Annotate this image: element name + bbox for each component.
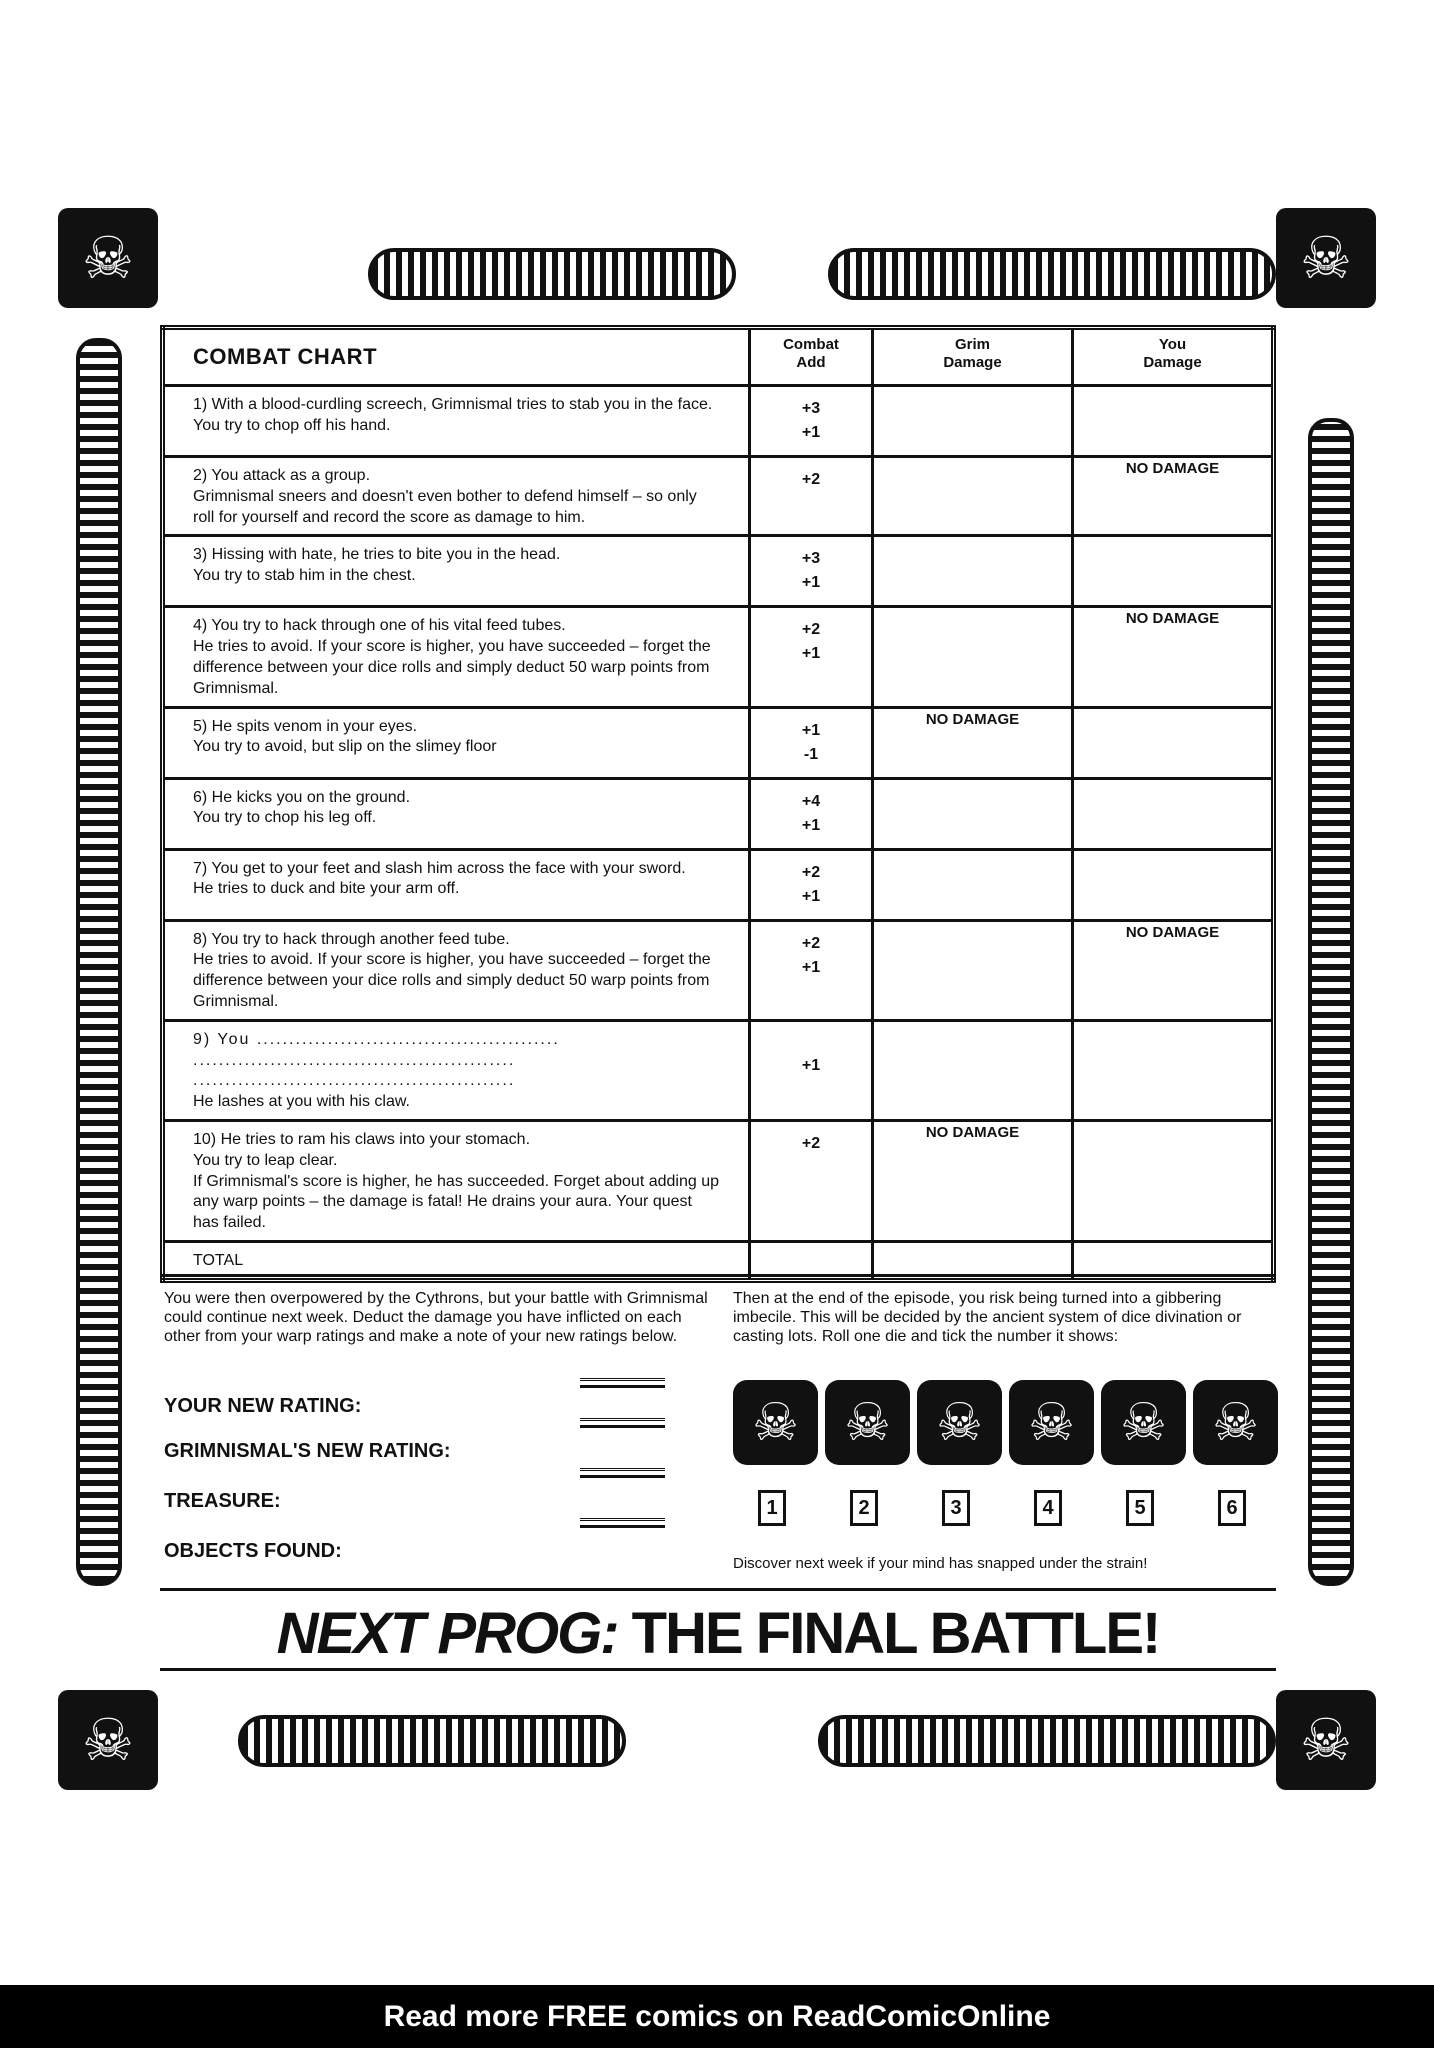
you-damage-cell[interactable] bbox=[1073, 849, 1274, 920]
chain-ornament bbox=[368, 248, 736, 300]
dice-skulls bbox=[733, 1380, 1273, 1475]
row-description bbox=[163, 607, 750, 707]
row-text: If Grimnismal's score is higher, he has succeeded. Forget about adding up any warp points – the damage is fatal! He drains your aura. Your quest has failed. bbox=[193, 1172, 720, 1232]
row-text: 3) Hissing with hate, he tries to bite you in the head. bbox=[193, 546, 561, 564]
col-combat-add bbox=[750, 328, 873, 386]
row-text: He lashes at you with his claw. bbox=[193, 1093, 410, 1111]
table-row bbox=[163, 1020, 1274, 1120]
combat-add-value: +1 bbox=[801, 1056, 821, 1074]
combat-add-value: +1 bbox=[801, 958, 821, 976]
skull-icon: ☠ bbox=[1101, 1380, 1186, 1465]
you-damage-cell[interactable] bbox=[1073, 1120, 1274, 1241]
combat-add-cell bbox=[750, 778, 873, 849]
row-description bbox=[163, 457, 750, 536]
tick-box-4[interactable]: 4 bbox=[1034, 1490, 1062, 1526]
combat-add-value: -1 bbox=[803, 745, 819, 763]
table-row bbox=[163, 849, 1274, 920]
table-row bbox=[163, 920, 1274, 1020]
row-text: 9) You ............................................... bbox=[193, 1030, 560, 1048]
row-text: You try to avoid, but slip on the slimey floor bbox=[193, 738, 497, 756]
corner-skull-icon: ☠ bbox=[58, 208, 158, 308]
grim-damage-cell[interactable] bbox=[873, 457, 1073, 536]
grim-damage-cell[interactable] bbox=[873, 607, 1073, 707]
combat-add-value: +2 bbox=[801, 863, 821, 881]
row-description bbox=[163, 849, 750, 920]
combat-add-cell bbox=[750, 849, 873, 920]
tick-box-1[interactable]: 1 bbox=[758, 1490, 786, 1526]
bottom-section bbox=[160, 1290, 1276, 1590]
treasure-field[interactable] bbox=[580, 1468, 665, 1478]
combat-chart-section bbox=[160, 325, 1276, 1283]
grim-rating-field[interactable] bbox=[580, 1418, 665, 1428]
row-text: You try to chop off his hand. bbox=[193, 416, 391, 434]
row-description bbox=[163, 778, 750, 849]
table-row bbox=[163, 778, 1274, 849]
tick-box-3[interactable]: 3 bbox=[942, 1490, 970, 1526]
skull-icon: ☠ bbox=[825, 1380, 910, 1465]
divider bbox=[160, 1668, 1276, 1671]
grim-damage-cell[interactable] bbox=[873, 778, 1073, 849]
row-text: Grimnismal sneers and doesn't even bother to defend himself – so only roll for yourself and record the score as damage to him. bbox=[193, 487, 697, 526]
row-text: 2) You attack as a group. bbox=[193, 467, 371, 484]
row-description bbox=[163, 707, 750, 778]
row-text: 10) He tries to ram his claws into your stomach. bbox=[193, 1130, 531, 1148]
combat-chart-table bbox=[160, 325, 1276, 1283]
next-prog-title: THE FINAL BATTLE! bbox=[631, 1601, 1160, 1666]
table-row bbox=[163, 1120, 1274, 1241]
grim-damage-cell[interactable] bbox=[873, 536, 1073, 607]
total-label: TOTAL bbox=[163, 1241, 750, 1280]
table-row bbox=[163, 707, 1274, 778]
combat-add-value: +1 bbox=[801, 645, 821, 663]
skull-icon: ☠ bbox=[917, 1380, 1002, 1465]
combat-add-value bbox=[755, 1032, 867, 1054]
tick-box-6[interactable]: 6 bbox=[1218, 1490, 1246, 1526]
row-text: 7) You get to your feet and slash him across the face with your sword. bbox=[193, 859, 686, 877]
grim-damage-cell[interactable] bbox=[873, 849, 1073, 920]
you-damage-cell[interactable] bbox=[1073, 386, 1274, 457]
your-rating-field[interactable] bbox=[580, 1378, 665, 1388]
col-label: You bbox=[1158, 336, 1187, 353]
skull-icon: ☠ bbox=[1193, 1380, 1278, 1465]
row-text: .................................................. bbox=[193, 1051, 516, 1069]
you-damage-cell[interactable] bbox=[1073, 778, 1274, 849]
table-row bbox=[163, 386, 1274, 457]
chain-ornament bbox=[238, 1715, 626, 1767]
corner-skull-icon: ☠ bbox=[1276, 208, 1376, 308]
row-description bbox=[163, 1120, 750, 1241]
next-prog-prefix: NEXT PROG: bbox=[276, 1601, 618, 1666]
chart-title: COMBAT CHART bbox=[163, 328, 750, 386]
footer-banner[interactable]: Read more FREE comics on ReadComicOnline bbox=[0, 1985, 1434, 2048]
combat-add-value: +1 bbox=[801, 721, 821, 739]
corner-skull-icon: ☠ bbox=[58, 1690, 158, 1790]
you-damage-cell[interactable] bbox=[1073, 1020, 1274, 1120]
combat-add-value: +4 bbox=[801, 792, 821, 810]
you-damage-cell: NO DAMAGE bbox=[1073, 607, 1274, 707]
grim-damage-cell[interactable] bbox=[873, 1020, 1073, 1120]
you-damage-cell: NO DAMAGE bbox=[1073, 457, 1274, 536]
you-damage-cell: NO DAMAGE bbox=[1073, 920, 1274, 1020]
skull-icon: ☠ bbox=[1009, 1380, 1094, 1465]
col-label: Damage bbox=[1143, 354, 1202, 371]
chain-ornament bbox=[818, 1715, 1276, 1767]
row-description bbox=[163, 920, 750, 1020]
row-text: 8) You try to hack through another feed tube. bbox=[193, 930, 510, 948]
row-text: He tries to avoid. If your score is higher, you have succeeded – forget the difference between your dice rolls and simply deduct 50 warp points from Grimnismal. bbox=[193, 951, 711, 1010]
combat-add-cell bbox=[750, 536, 873, 607]
combat-add-cell bbox=[750, 707, 873, 778]
treasure-label: TREASURE: bbox=[164, 1490, 281, 1512]
grim-damage-cell[interactable] bbox=[873, 920, 1073, 1020]
combat-add-value: +1 bbox=[801, 816, 821, 834]
row-description bbox=[163, 386, 750, 457]
row-text: He tries to duck and bite your arm off. bbox=[193, 880, 460, 898]
tick-box-2[interactable]: 2 bbox=[850, 1490, 878, 1526]
tick-box-5[interactable]: 5 bbox=[1126, 1490, 1154, 1526]
combat-add-cell bbox=[750, 1120, 873, 1241]
row-text: 5) He spits venom in your eyes. bbox=[193, 717, 418, 735]
combat-add-value: +2 bbox=[801, 1134, 821, 1152]
combat-add-value: +3 bbox=[801, 550, 821, 568]
border-bottom bbox=[58, 1675, 1376, 1790]
grim-rating-label: GRIMNISMAL'S NEW RATING: bbox=[164, 1440, 451, 1462]
chain-ornament bbox=[828, 248, 1276, 300]
border-right bbox=[1298, 318, 1368, 1680]
combat-add-cell bbox=[750, 607, 873, 707]
you-damage-cell[interactable] bbox=[1073, 707, 1274, 778]
row-text: He tries to avoid. If your score is higher, you have succeeded – forget the difference between your dice rolls and simply deduct 50 warp points from Grimnismal. bbox=[193, 638, 711, 697]
table-row bbox=[163, 607, 1274, 707]
combat-add-cell bbox=[750, 457, 873, 536]
combat-add-value: +2 bbox=[801, 471, 821, 488]
table-body bbox=[163, 386, 1274, 1242]
combat-add-cell bbox=[750, 386, 873, 457]
border-top bbox=[58, 208, 1376, 323]
objects-label: OBJECTS FOUND: bbox=[164, 1540, 342, 1562]
skull-icon: ☠ bbox=[733, 1380, 818, 1465]
discover-text: Discover next week if your mind has snapped under the strain! bbox=[733, 1555, 1148, 1572]
combat-add-value: +1 bbox=[801, 574, 821, 592]
combat-add-value: +3 bbox=[801, 400, 821, 417]
row-text: You try to leap clear. bbox=[193, 1151, 338, 1169]
col-label: Add bbox=[796, 354, 826, 371]
combat-add-value: +1 bbox=[801, 424, 821, 441]
intro-text: You were then overpowered by the Cythrons, but your battle with Grimnismal could continue next week. Deduct the damage you have inflicted on each other from your warp ratings and make a note of your new ratings below. bbox=[164, 1290, 708, 1345]
you-damage-cell[interactable] bbox=[1073, 536, 1274, 607]
chain-ornament bbox=[76, 338, 122, 1586]
row-text: You try to chop his leg off. bbox=[193, 809, 377, 827]
table-row bbox=[163, 457, 1274, 536]
combat-add-cell bbox=[750, 1020, 873, 1120]
grim-damage-cell: NO DAMAGE bbox=[873, 707, 1073, 778]
col-grim-damage bbox=[873, 328, 1073, 386]
table-row bbox=[163, 536, 1274, 607]
row-text: You try to stab him in the chest. bbox=[193, 567, 416, 585]
border-left bbox=[66, 318, 136, 1680]
chain-ornament bbox=[1308, 418, 1354, 1586]
your-rating-label: YOUR NEW RATING: bbox=[164, 1395, 362, 1417]
combat-add-value: +2 bbox=[801, 934, 821, 952]
col-label: Damage bbox=[943, 354, 1002, 371]
row-text: .................................................. bbox=[193, 1072, 516, 1090]
row-text: 4) You try to hack through one of his vital feed tubes. bbox=[193, 617, 566, 635]
combat-add-value bbox=[755, 492, 867, 514]
col-you-damage bbox=[1073, 328, 1274, 386]
grim-damage-cell: NO DAMAGE bbox=[873, 1120, 1073, 1241]
corner-skull-icon: ☠ bbox=[1276, 1690, 1376, 1790]
col-label: Combat bbox=[783, 336, 839, 353]
combat-add-value: +1 bbox=[801, 887, 821, 905]
table-header-row bbox=[163, 328, 1274, 386]
row-text: 1) With a blood-curdling screech, Grimnismal tries to stab you in the face. bbox=[193, 396, 713, 413]
divider bbox=[160, 1588, 1276, 1591]
combat-add-value: +2 bbox=[801, 621, 821, 639]
dice-text: Then at the end of the episode, you risk being turned into a gibbering imbecile. This will be decided by the ancient system of dice divination or casting lots. Roll one die and tick the number it shows: bbox=[733, 1290, 1242, 1345]
grim-damage-cell[interactable] bbox=[873, 386, 1073, 457]
objects-field[interactable] bbox=[580, 1518, 665, 1528]
col-label: Grim bbox=[954, 336, 990, 353]
combat-add-cell bbox=[750, 920, 873, 1020]
row-description bbox=[163, 1020, 750, 1120]
divider bbox=[160, 1274, 1276, 1277]
combat-add-value bbox=[755, 1156, 867, 1178]
row-text: 6) He kicks you on the ground. bbox=[193, 788, 411, 806]
row-description bbox=[163, 536, 750, 607]
next-prog-banner bbox=[160, 1600, 1276, 1667]
